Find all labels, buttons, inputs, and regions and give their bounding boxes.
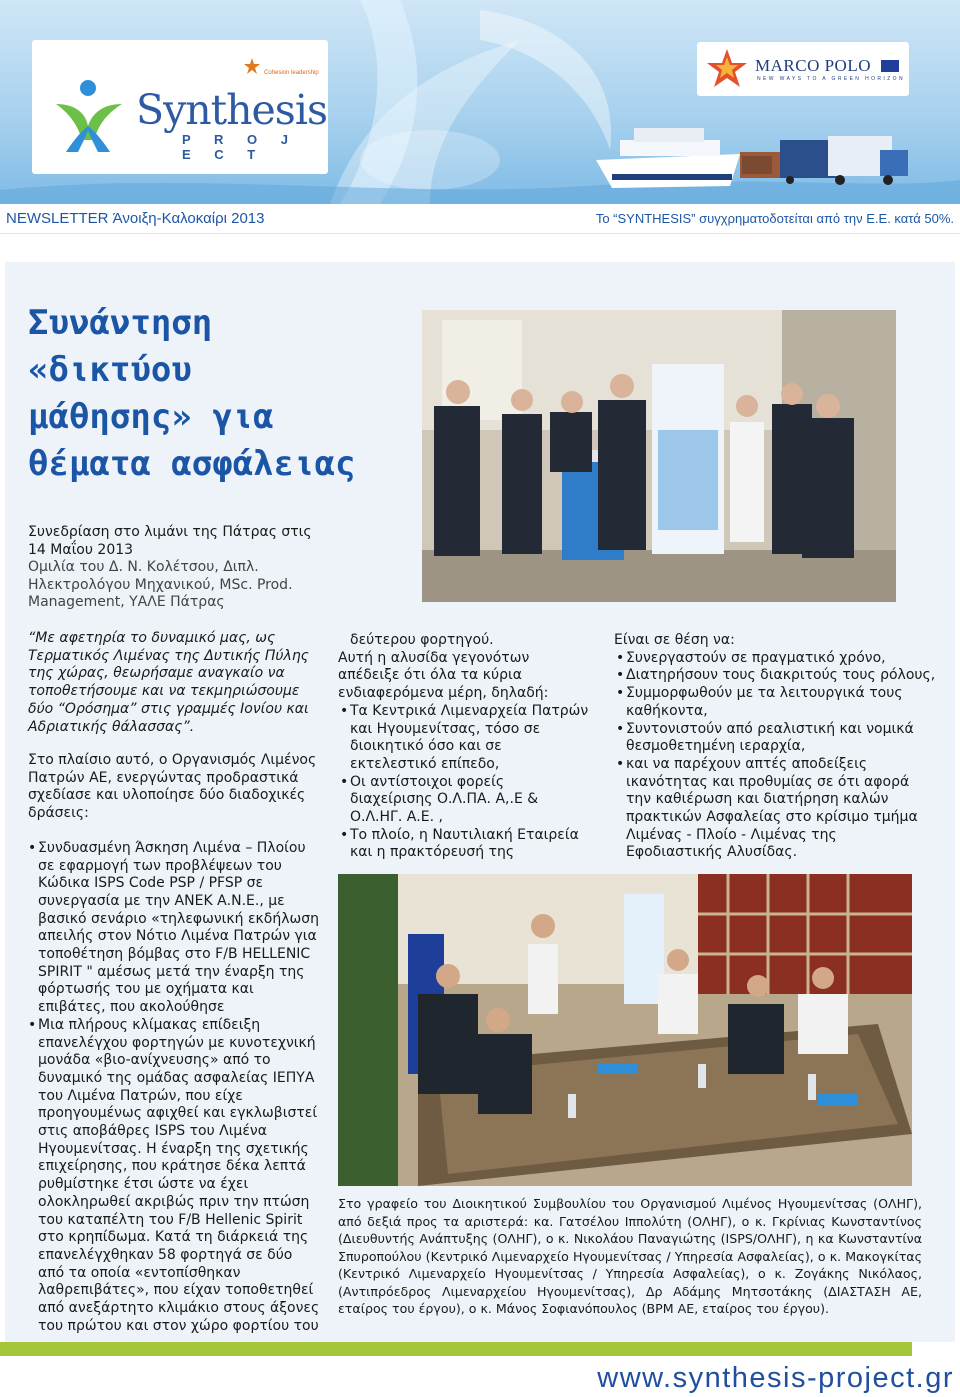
boardroom-photo-image xyxy=(338,874,912,1186)
subhead-line: 14 Μαΐου 2013 xyxy=(28,541,134,558)
marco-polo-star-icon xyxy=(705,47,749,91)
interreg-note: Cohesion leadership xyxy=(264,70,319,76)
partner-logo-title: MARCO POLO xyxy=(755,56,871,75)
subhead-line: Ηλεκτρολόγου Μηχανικού, MSc. Prod. xyxy=(28,576,293,593)
column-intro: Είναι σε θέση να: xyxy=(614,632,735,648)
website-link[interactable]: www.synthesis-project.gr xyxy=(597,1362,954,1394)
subhead-line: Ομιλία του Δ. Ν. Κολέτσου, Διπλ. xyxy=(28,559,259,575)
synthesis-figure-icon xyxy=(48,74,128,154)
article-quote: “Με αφετηρία το δυναμικό μας, ως Τερματικός Λιμένας της Δυτικής Πύλης της χώρας, θεωρήσαμε αναγκαίο να τοποθετήσουμε και να τεκμηριώσουμε δύο “Ορόσημα” στις γραμμές Ιονίου και Αδριατικής θάλασσας”. xyxy=(28,630,309,735)
article-column-3 xyxy=(614,632,936,862)
list-item: • Διατηρήσουν τους διακριτούς τους ρόλους, xyxy=(614,667,936,685)
logo-name: Synthesis xyxy=(136,86,327,134)
newsletter-strip xyxy=(0,204,960,234)
capabilities-list xyxy=(614,650,936,862)
article-column-2 xyxy=(338,632,590,862)
article-subhead xyxy=(28,524,388,612)
list-item: • Συμμορφωθούν με τα λειτουργικά τους καθήκοντα, xyxy=(614,685,936,720)
headline-line: «δικτύου xyxy=(28,350,192,390)
column-intro: Αυτή η αλυσίδα γεγονότων απέδειξε ότι όλα τα κύρια ενδιαφερόμενα μέρη, δηλαδή: xyxy=(338,649,549,702)
marco-polo-logo xyxy=(697,42,909,96)
subhead-line: Συνεδρίαση στο λιμάνι της Πάτρας στις xyxy=(28,524,312,540)
partner-logo-subtitle: NEW WAYS TO A GREEN HORIZON xyxy=(757,76,905,82)
footer-bar xyxy=(0,1342,960,1356)
eu-flag-icon xyxy=(881,60,899,72)
logo-subtitle: P R O J E C T xyxy=(182,132,299,162)
list-item: • Συνεργαστούν σε πραγματικό χρόνο, xyxy=(614,650,936,668)
list-item: • Συνδυασμένη Άσκηση Λιμένα – Πλοίου σε εφαρμογή των προβλέψεων του Κώδικα ISPS Code PSP / PFSP σε συνεργασία με την ΑΝΕΚ Α.Ν.Ε., με βασικό σενάριο «τηλεφωνική εκδήλωση απειλής στον Νότιο Λιμένα Πατρών για τοποθέτηση βόμβας στο F/B HELLENIC SPIRIT " αμέσως μετά την έναρξη της φόρτωσής του με οχήματα και επιβάτες, που ακολούθησε xyxy=(28,840,320,1017)
article-body xyxy=(28,752,320,1336)
footer-bar-gap xyxy=(912,1342,960,1356)
boardroom-meeting-photo xyxy=(338,874,912,1186)
body-intro: Στο πλαίσιο αυτό, ο Οργανισμός Λιμένος Πατρών ΑΕ, ενεργώντας προδραστικά σχεδίασε και υλοποίησε δύο διαδοχικές δράσεις: xyxy=(28,752,317,822)
list-item: • Μια πλήρους κλίμακας επίδειξη επανελέγχου φορτηγών με κυνοτεχνική μονάδα «βιο-ανίχνευσης» από το δυναμικό της ομάδας ασφαλείας ΙΕΠΥΑ του Λιμένα Πατρών, που είχε προηγουμένως αφιχθεί και εγκλωβιστεί στις αποβάθρες ISPS του Λιμένα Ηγουμενίτσας. Η έναρξη της σχετικής επιχείρησης, που κράτησε δέκα λεπτά ρυθμίστηκε έτσι ώστε να έχει ολοκληρωθεί ακριβώς πριν την πτώση του καταπέλτη του F/B Hellenic Spirit στο κρηπίδωμα. Κατά τη διάρκειά της επανελέγχθηκαν 58 φορτηγά σε δύο από τα οποία «εντοπίσθηκαν λαθρεπιβάτες», που είχαν τοποθετηθεί από ανεξάρτητο κλιμάκιο στους άξονες του πρώτου και στον χώρο φορτίου του xyxy=(28,1017,320,1336)
list-item: • Οι αντίστοιχοι φορείς διαχείρισης Ο.Λ.ΠΑ. Α,.Ε & Ο.Λ.ΗΓ. Α.Ε. , xyxy=(338,774,590,827)
headline-line: Συνάντηση xyxy=(28,303,213,343)
list-item: • Τα Κεντρικά Λιμεναρχεία Πατρών και Ηγουμενίτσας, τόσο σε διοικητικό όσο και σε εκτελεστικό επίπεδο, xyxy=(338,703,590,774)
headline-line: θέματα ασφάλειας xyxy=(28,444,356,484)
photo-caption: Στο γραφείο του Διοικητικού Συμβουλίου του Οργανισμού Λιμένος Ηγουμενίτσας (ΟΛΗΓ), από δεξιά προς τα αριστερά: κα. Γατσέλου Ιππολύτη (ΟΛΗΓ), ο κ. Γκρίνιας Κωνσταντίνος (Διευθυντής Ανάπτυξης (ΟΛΗΓ), ο κ. Νικολάου Παναγιώτης (ISPS/ΟΛΗΓ), η κα Κωνσταντίνα Σπυροπούλου (Κεντρικό Λιμεναρχείο Ηγουμενίτσας / Υπηρεσία Ασφαλείας), ο κ. Μακογκίτας (Κεντρικό Λιμεναρχείο Ηγουμενίτσας / Υπηρεσία Ασφαλείας), ο κ. Ζογάκης Νικόλαος, (Αντιπρόεδρος Λιμεναρχείου Ηγουμενίτσας), Δρ Αδάμης Μητσοτάκης (ΔΙΑΣΤΑΣΗ ΑΕ, εταίρος του έργου), ο κ. Μάνος Σοφιανόπουλος (ΒΡΜ ΑΕ, εταίρος του έργου). xyxy=(338,1196,922,1316)
ship-train-truck-graphic xyxy=(590,110,910,196)
stakeholders-list xyxy=(338,703,590,862)
article-headline xyxy=(28,300,388,488)
meeting-group-photo xyxy=(422,310,896,602)
headline-line: μάθησης» για xyxy=(28,397,274,437)
header-banner xyxy=(0,0,960,204)
subhead-line: Management, ΥΑΛΕ Πάτρας xyxy=(28,594,225,610)
actions-list xyxy=(28,840,320,1336)
list-item: • Το πλοίο, η Ναυτιλιακή Εταιρεία και η πρακτόρευσή της xyxy=(338,827,590,862)
list-item: • Συντονιστούν από ρεαλιστική και νομικά θεσμοθετημένη ιεραρχία, xyxy=(614,721,936,756)
column-lead: δεύτερου φορτηγού. xyxy=(350,632,494,648)
group-photo-image xyxy=(422,310,896,602)
newsletter-issue: NEWSLETTER Άνοιξη-Καλοκαίρι 2013 xyxy=(6,210,265,227)
synthesis-logo xyxy=(32,40,328,174)
list-item: • και να παρέχουν απτές αποδείξεις ικανότητας και προθυμίας σε ότι αφορά την καθιέρωση και διατήρηση καλών πρακτικών Ασφαλείας στο κρίσιμο τμήμα Λιμένας - Πλοίο - Λιμένας της Εφοδιαστικής Αλυσίδας. xyxy=(614,756,936,862)
cofunding-note: To “SYNTHESIS” συγχρηματοδοτείται από την Ε.Ε. κατά 50%. xyxy=(595,211,954,226)
star-icon xyxy=(244,58,260,74)
